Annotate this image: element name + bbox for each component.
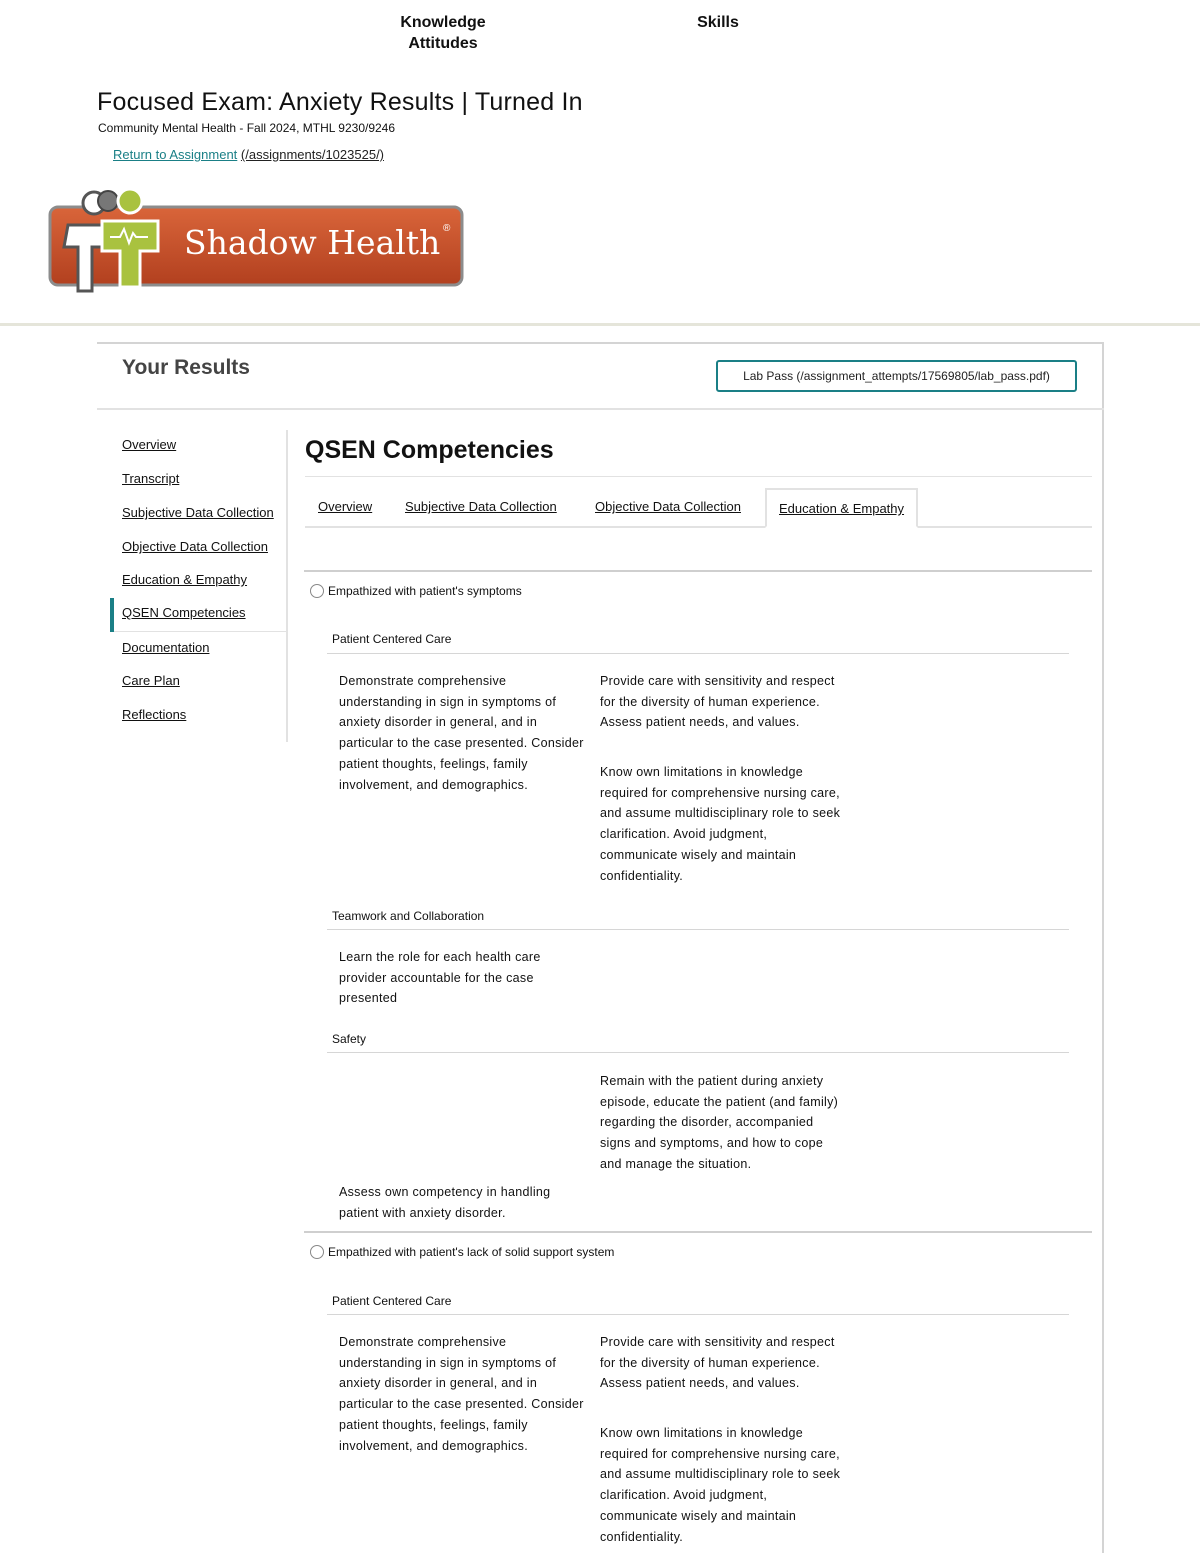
sidenav-label: Transcript [122, 471, 180, 486]
sidenav-item-objective-data-collection[interactable] [110, 532, 286, 566]
attitudes-label: Attitudes [408, 35, 478, 52]
group-heading: Safety [332, 1032, 367, 1046]
tab-education-empathy[interactable]: Education & Empathy [765, 488, 918, 528]
lab-pass-button[interactable]: Lab Pass (/assignment_attempts/17569805/lab_pass.pdf) [716, 360, 1077, 392]
course-subtitle: Community Mental Health - Fall 2024, MTHL 9230/9246 [98, 121, 396, 135]
item-divider [304, 570, 1092, 572]
title-divider [305, 476, 1092, 477]
results-sidenav [110, 430, 288, 742]
section-title: QSEN Competencies [305, 436, 554, 464]
group-divider [327, 1052, 1069, 1053]
attitude-text: Know own limitations in knowledge required for comprehensive nursing care, and assume multidisciplinary role to seek clarification. Avoid judgment, communicate wisely and maintain confidentiality. [600, 1426, 841, 1544]
return-row [113, 147, 384, 162]
sidenav-item-reflections[interactable] [110, 700, 286, 734]
sidenav-label: Education & Empathy [122, 572, 248, 587]
tab-overview[interactable]: Overview [318, 499, 373, 514]
sidenav-label: Subjective Data Collection [122, 505, 274, 520]
competency-item [310, 1245, 614, 1259]
header-separator [0, 323, 1200, 326]
knowledge-text: Learn the role for each health care provider accountable for the case presented [339, 950, 541, 1006]
sidenav-item-overview[interactable] [110, 430, 286, 464]
sidenav-label: QSEN Competencies [122, 605, 246, 620]
return-path[interactable]: (/assignments/1023525/) [240, 147, 385, 162]
group-divider [327, 1314, 1069, 1315]
logo-registered-mark: ® [443, 223, 451, 234]
knowledge-label: Knowledge [400, 14, 486, 31]
group-heading: Patient Centered Care [332, 1294, 452, 1308]
skill-text: Assess own competency in handling patient with anxiety disorder. [339, 1185, 551, 1220]
attitude-text: Provide care with sensitivity and respect for the diversity of human experience. Assess patient needs, and values. [600, 1335, 835, 1391]
group-heading: Teamwork and Collaboration [332, 909, 485, 923]
results-heading: Your Results [122, 356, 250, 379]
shadow-health-logo [46, 187, 466, 297]
knowledge-text: Demonstrate comprehensive understanding in sign in symptoms of anxiety disorder in general, and in particular to the case presented. Consider patient thoughts, feelings, family involvement, and demographics. [339, 1335, 584, 1453]
skill-text: Remain with the patient during anxiety episode, educate the patient (and family) regarding the disorder, accompanied signs and symptoms, and how to cope and manage the situation. [600, 1074, 839, 1171]
sidenav-item-subjective-data-collection[interactable] [110, 498, 286, 532]
group-divider [327, 653, 1069, 654]
group-divider [327, 929, 1069, 930]
column-header-skills: Skills [697, 14, 739, 31]
sidenav-label: Care Plan [122, 673, 180, 688]
tab-subjective-data-collection[interactable]: Subjective Data Collection [405, 499, 557, 514]
attitude-text: Provide care with sensitivity and respect for the diversity of human experience. Assess patient needs, and values. [600, 674, 835, 730]
sidenav-label: Overview [122, 437, 177, 452]
attitude-text: Know own limitations in knowledge required for comprehensive nursing care, and assume multidisciplinary role to seek clarification. Avoid judgment, communicate wisely and maintain confidentiality. [600, 765, 841, 883]
tab-objective-data-collection[interactable]: Objective Data Collection [595, 499, 741, 514]
sidenav-item-education-empathy[interactable] [110, 565, 286, 599]
status-circle-icon [310, 584, 324, 598]
status-circle-icon [310, 1245, 324, 1259]
group-heading: Patient Centered Care [332, 632, 452, 646]
column-header-knowledge-attitudes [380, 12, 506, 54]
sidenav-label: Documentation [122, 640, 210, 655]
tab-bar [305, 488, 1092, 528]
item-label: Empathized with patient's lack of solid support system [328, 1245, 615, 1259]
knowledge-text: Demonstrate comprehensive understanding in sign in symptoms of anxiety disorder in general, and in particular to the case presented. Consider patient thoughts, feelings, family involvement, and demographics. [339, 674, 584, 792]
item-divider [304, 1231, 1092, 1233]
sidenav-item-documentation[interactable] [110, 633, 286, 667]
sidenav-label: Objective Data Collection [122, 539, 268, 554]
return-to-assignment-link[interactable]: Return to Assignment [113, 147, 238, 162]
item-label: Empathized with patient's symptoms [328, 584, 522, 598]
page-title: Focused Exam: Anxiety Results | Turned In [97, 88, 583, 116]
sidenav-item-qsen-competencies[interactable] [110, 598, 286, 632]
logo-wordmark: Shadow Health [184, 223, 441, 262]
sidenav-item-transcript[interactable] [110, 464, 286, 498]
sidenav-item-care-plan[interactable] [110, 666, 286, 700]
results-header-divider [97, 408, 1104, 410]
competency-item [310, 584, 522, 598]
sidenav-label: Reflections [122, 707, 187, 722]
